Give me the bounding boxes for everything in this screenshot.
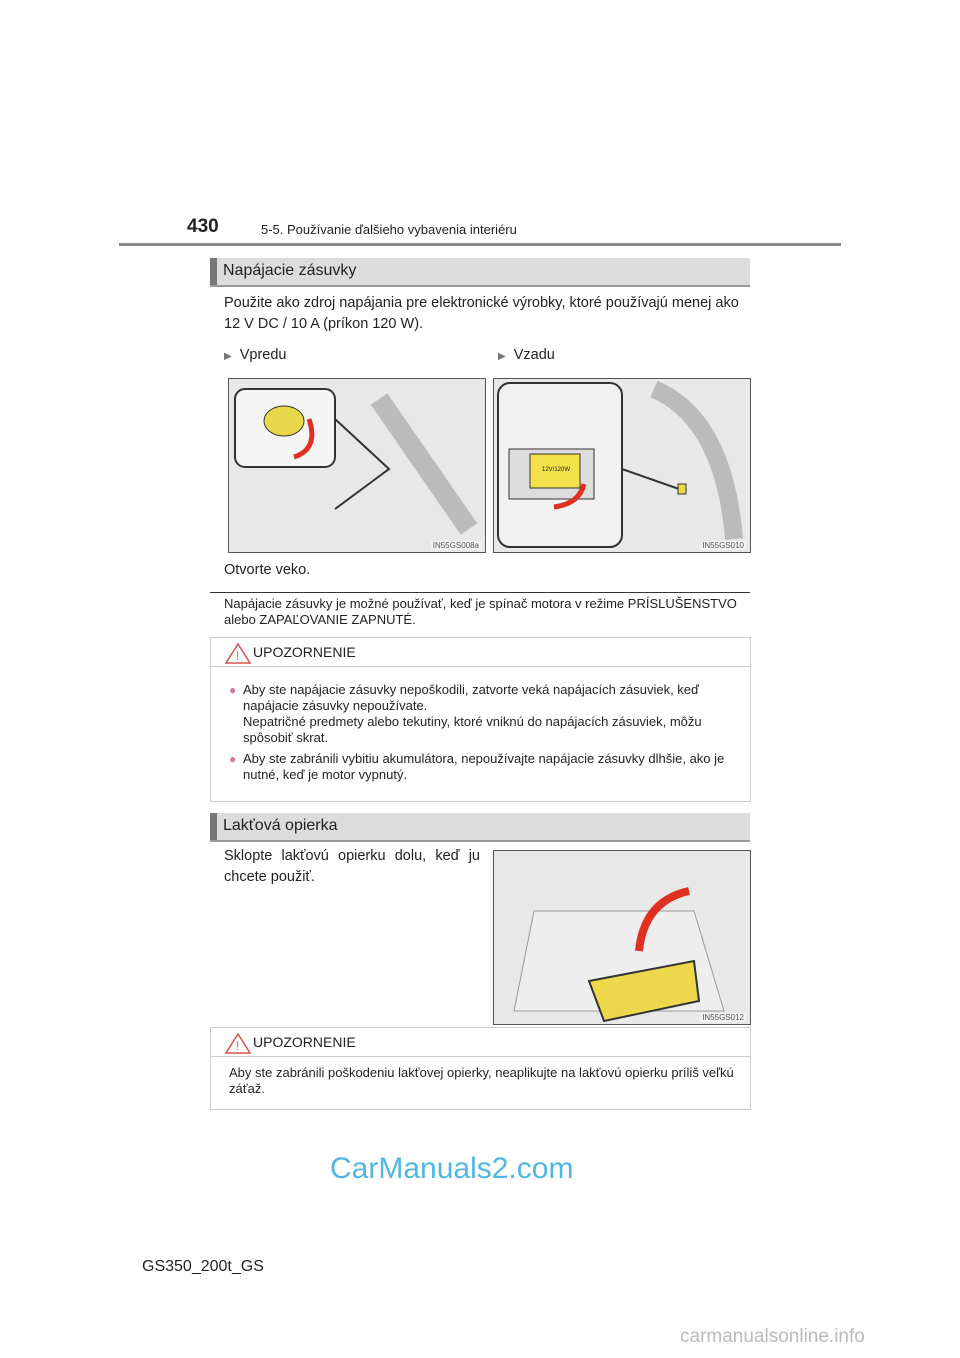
rear-label: Vzadu	[513, 347, 555, 363]
triangle-icon: ▶	[224, 351, 232, 362]
intro-text: Použite ako zdroj napájania pre elektronické výrobky, ktoré používajú menej ako 12 V DC / 10 A (príkon 120 W).	[224, 295, 739, 332]
note-rule	[210, 592, 750, 593]
svg-text:!: !	[236, 1039, 240, 1053]
caution-item: Aby ste zabránili vybitiu akumulátora, nepoužívajte napájacie zásuvky dlhšie, ako je nutné, keď je motor vypnutý.	[243, 751, 725, 782]
caution-item: Aby ste napájacie zásuvky nepoškodili, zatvorte veká napájacích zásuviek, keď napájacie zásuvky nepoužívate.	[243, 682, 700, 713]
label-front	[224, 345, 286, 367]
header-rule	[119, 243, 841, 246]
bullet-icon: ●	[229, 752, 237, 766]
front-outlet-illustration	[228, 378, 486, 553]
note-text: Napájacie zásuvky je možné používať, keď je spínač motora v režime PRÍSLUŠENSTVO alebo ZAPAĽOVANIE ZAPNUTÉ.	[224, 596, 737, 627]
caution-title: UPOZORNENIE	[253, 644, 356, 660]
triangle-icon: ▶	[498, 351, 506, 362]
caution-item: Nepatričné predmety alebo tekutiny, ktoré vniknú do napájacích zásuviek, môžu spôsobiť skrat.	[243, 714, 702, 745]
warning-icon	[225, 642, 251, 664]
caption-open-lid: Otvorte veko.	[224, 562, 311, 578]
section-heading-armrest	[210, 813, 750, 842]
image-code: IN55GS008a	[432, 541, 479, 550]
section-heading-power-outlets	[210, 258, 750, 287]
svg-text:!: !	[236, 649, 240, 663]
label-rear	[498, 345, 555, 367]
image-code: IN55GS010	[702, 541, 744, 550]
rear-outlet-illustration	[493, 378, 751, 553]
caution-box-armrest	[210, 1027, 751, 1110]
caution-box-outlets	[210, 637, 751, 802]
caution-text: Aby ste zabránili poškodeniu lakťovej opierky, neaplikujte na lakťovú opierku príliš veľkú záťaž.	[229, 1065, 734, 1096]
caution-title: UPOZORNENIE	[253, 1034, 356, 1050]
warning-icon	[225, 1032, 251, 1054]
section-title: Napájacie zásuvky	[223, 262, 357, 279]
section-title: Lakťová opierka	[223, 817, 338, 834]
watermark: CarManuals2.com	[330, 1152, 574, 1185]
socket-label: 12V/120W	[542, 467, 571, 473]
image-code: IN55GS012	[702, 1013, 744, 1022]
armrest-illustration	[493, 850, 751, 1025]
armrest-text: Sklopte lakťovú opierku dolu, keď ju chcete použiť.	[224, 848, 480, 885]
site-watermark: carmanualsonline.info	[680, 1326, 865, 1347]
bullet-icon: ●	[229, 683, 237, 697]
page-number: 430	[187, 216, 219, 237]
front-label: Vpredu	[239, 347, 287, 363]
chapter-title: 5-5. Používanie ďalšieho vybavenia interiéru	[261, 222, 517, 237]
model-footer: GS350_200t_GS	[142, 1258, 264, 1275]
